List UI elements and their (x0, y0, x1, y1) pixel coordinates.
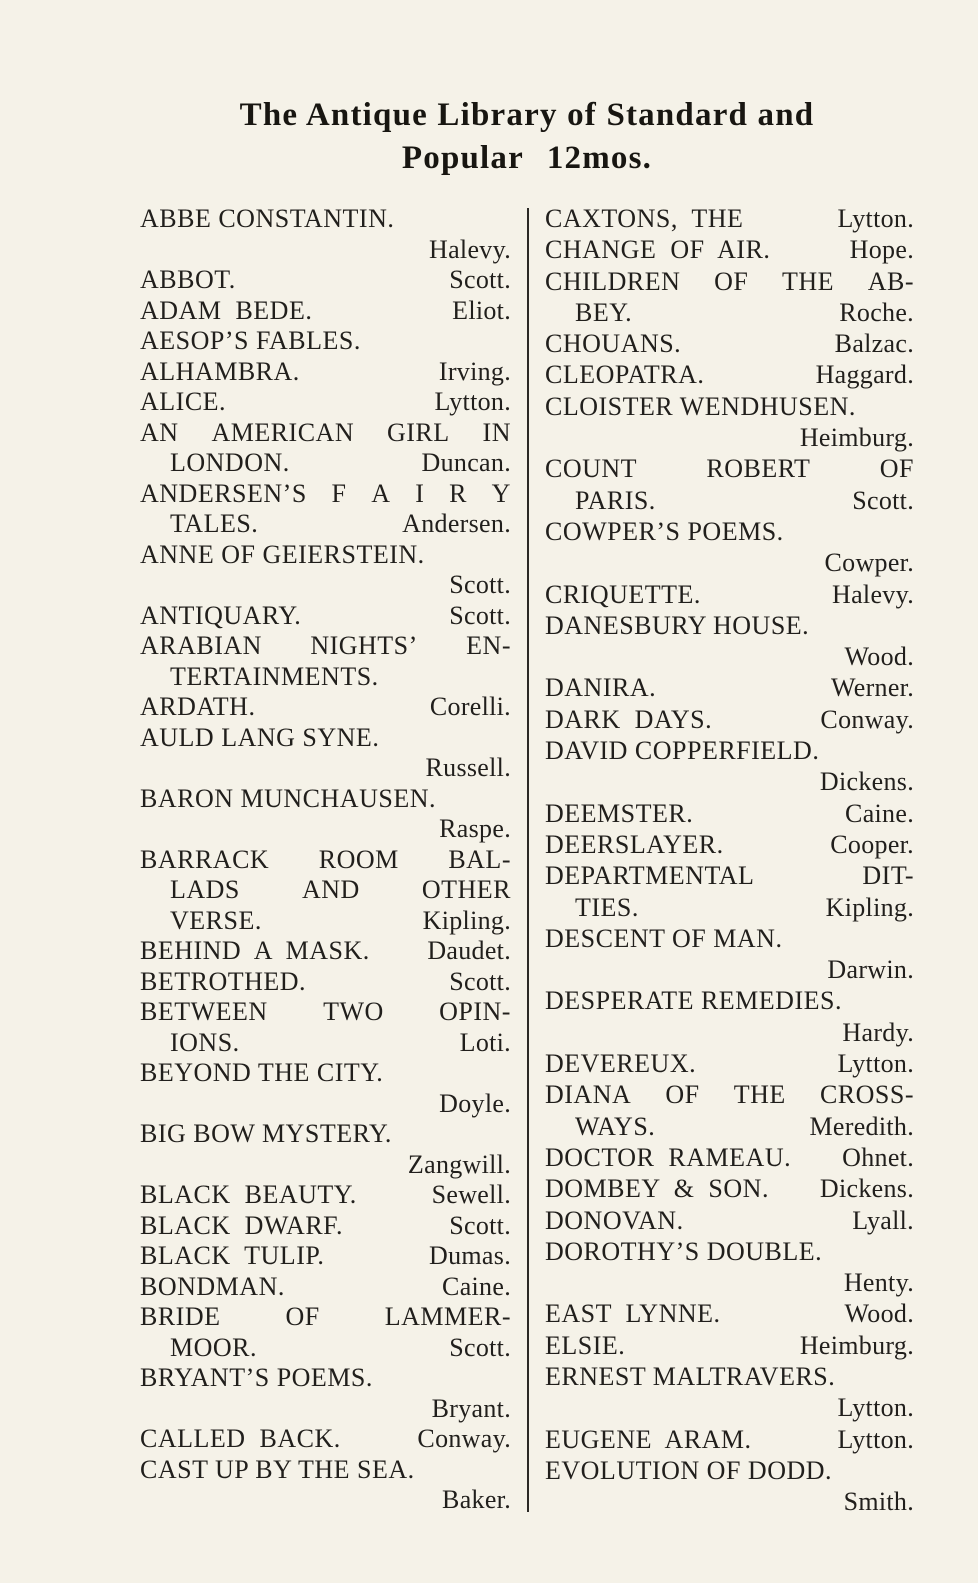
book-title-segment: DIANA (545, 1080, 632, 1110)
book-title-segment: IN (482, 417, 511, 447)
book-title-segment: Y (491, 478, 511, 508)
author-name: Darwin. (827, 955, 914, 985)
book-title-segment: F (331, 478, 347, 508)
book-title-segment: EN- (466, 631, 511, 660)
catalog-line (140, 540, 511, 571)
author-name: Loti. (459, 1027, 511, 1057)
catalog-line (545, 329, 914, 360)
catalog-line (140, 479, 511, 510)
catalog-line (140, 296, 511, 327)
book-title: CLEOPATRA. (545, 360, 705, 390)
book-title: EUGENE ARAM. (545, 1424, 752, 1454)
book-title: DEVEREUX. (545, 1049, 697, 1079)
book-title: BEYOND THE CITY. (140, 1058, 384, 1087)
book-title-segment: BETWEEN (140, 997, 268, 1026)
book-title-segment: NIGHTS’ (310, 631, 418, 660)
catalog-line (545, 204, 914, 235)
author-name: Lytton. (837, 1424, 914, 1454)
author-name: Haggard. (815, 360, 914, 390)
author-name: Zangwill. (407, 1149, 511, 1179)
book-title: PARIS. (575, 485, 656, 515)
author-name: Ohnet. (842, 1142, 914, 1172)
catalog-line (545, 705, 914, 736)
book-title: COWPER’S POEMS. (545, 516, 784, 546)
book-title-segment: LAMMER- (384, 1302, 511, 1331)
author-name: Wood. (844, 642, 914, 672)
catalog-line (140, 509, 511, 540)
book-title: LONDON. (170, 448, 290, 477)
author-name: Lytton. (434, 387, 511, 416)
book-title: BLACK BEAUTY. (140, 1180, 357, 1209)
book-title-segment: CROSS- (819, 1080, 914, 1110)
catalog-line (140, 1363, 511, 1394)
catalog-line (545, 548, 914, 579)
book-title: AULD LANG SYNE. (140, 722, 380, 752)
catalog-line (545, 1299, 914, 1330)
book-title: ANTIQUARY. (140, 600, 302, 630)
author-name: Halevy. (429, 234, 511, 264)
catalog-line (140, 326, 511, 357)
catalog-line (140, 1455, 511, 1486)
catalog-line (140, 1272, 511, 1303)
catalog-line (545, 1393, 914, 1424)
catalog-line (140, 1119, 511, 1150)
author-name: Doyle. (439, 1088, 511, 1118)
book-title: BEY. (575, 297, 633, 327)
catalog-line (545, 1362, 914, 1393)
catalog-line (545, 767, 914, 798)
book-title: ALICE. (140, 387, 227, 416)
book-title: BIG BOW MYSTERY. (140, 1119, 392, 1148)
book-title-segment: GIRL (386, 417, 450, 447)
catalog-line (140, 570, 511, 601)
book-title: MOOR. (170, 1332, 258, 1362)
book-title: ANNE OF GEIERSTEIN. (140, 539, 425, 569)
author-name: Werner. (830, 673, 914, 703)
catalog-line (545, 454, 914, 485)
author-name: Heimburg. (799, 423, 914, 453)
catalog-line (140, 1180, 511, 1211)
catalog-line (545, 893, 914, 924)
author-name: Scott. (852, 485, 914, 515)
author-name: Scott. (449, 265, 511, 294)
author-name: Conway. (820, 704, 914, 734)
author-name: Heimburg. (799, 1330, 914, 1360)
book-title: EAST LYNNE. (545, 1299, 721, 1329)
catalog-line (545, 1268, 914, 1299)
book-title: BONDMAN. (140, 1271, 285, 1301)
book-title-segment: AND (301, 875, 360, 904)
book-title: CRIQUETTE. (545, 579, 701, 609)
book-title-segment: ROOM (318, 844, 399, 874)
author-name: Lytton. (837, 1393, 914, 1423)
catalog-line (545, 642, 914, 673)
book-title: BLACK DWARF. (140, 1210, 344, 1240)
author-name: Scott. (449, 1332, 511, 1362)
catalog-line (545, 924, 914, 955)
book-title-segment: DIT- (862, 861, 914, 891)
catalog-line (140, 1485, 511, 1516)
book-title-segment: OF (285, 1302, 320, 1331)
author-name: Smith. (843, 1487, 914, 1517)
author-name: Andersen. (402, 509, 511, 538)
book-title: IONS. (170, 1027, 240, 1057)
author-name: Scott. (449, 966, 511, 996)
author-name: Dickens. (819, 1174, 914, 1204)
book-title-segment: DEPARTMENTAL (545, 861, 755, 891)
author-name: Hope. (849, 235, 914, 265)
book-title: DEEMSTER. (545, 798, 694, 828)
author-name: Conway. (417, 1424, 511, 1453)
author-name: Kipling. (422, 905, 511, 935)
catalog-line (545, 1018, 914, 1049)
book-title: DOCTOR RAMEAU. (545, 1142, 792, 1172)
catalog-line (545, 1080, 914, 1111)
author-name: Halevy. (832, 579, 914, 609)
book-title: DANESBURY HOUSE. (545, 610, 810, 640)
book-title: BETROTHED. (140, 966, 307, 996)
author-name: Raspe. (439, 814, 511, 843)
catalog-line (545, 799, 914, 830)
book-title: BARON MUNCHAUSEN. (140, 783, 436, 813)
book-title: BRYANT’S POEMS. (140, 1363, 373, 1392)
author-name: Cowper. (824, 548, 914, 578)
book-title-segment: LADS (170, 875, 240, 904)
catalog-line (140, 723, 511, 754)
catalog-line (545, 611, 914, 642)
book-title-segment: ROBERT (706, 454, 811, 484)
catalog-line (140, 387, 511, 418)
author-name: Duncan. (421, 448, 511, 477)
catalog-line (545, 1112, 914, 1143)
catalog-line (140, 936, 511, 967)
book-title: DEERSLAYER. (545, 829, 724, 859)
author-name: Roche. (839, 297, 914, 327)
book-title: CALLED BACK. (140, 1424, 341, 1453)
catalog-line (140, 204, 511, 235)
author-name: Dumas. (429, 1241, 511, 1270)
author-name: Lytton. (837, 1049, 914, 1079)
book-title-segment: A (371, 478, 391, 508)
book-title: BLACK TULIP. (140, 1241, 325, 1270)
author-name: Scott. (449, 600, 511, 630)
catalog-line (140, 1028, 511, 1059)
author-name: Dickens. (819, 767, 914, 797)
book-title: ERNEST MALTRAVERS. (545, 1361, 836, 1391)
book-title-segment: OF (879, 454, 914, 484)
catalog-line (545, 235, 914, 266)
book-title-segment: THE (782, 266, 835, 296)
catalog-line (545, 1143, 914, 1174)
catalog-line (140, 753, 511, 784)
book-title: CAST UP BY THE SEA. (140, 1454, 415, 1484)
book-title: CAXTONS, THE (545, 204, 744, 233)
book-title: ELSIE. (545, 1330, 626, 1360)
catalog-line (140, 1058, 511, 1089)
catalog-line (545, 580, 914, 611)
catalog-line (140, 418, 511, 449)
book-title: CLOISTER WENDHUSEN. (545, 391, 856, 421)
catalog-line (545, 736, 914, 767)
book-title: TALES. (170, 509, 259, 538)
page-title-line1: The Antique Library of Standard and (239, 97, 815, 133)
catalog-line (140, 875, 511, 906)
book-title: EVOLUTION OF DODD. (545, 1455, 833, 1485)
book-title-segment: OF (665, 1080, 700, 1110)
catalog-line (140, 1302, 511, 1333)
author-name: Kipling. (825, 892, 914, 922)
catalog-line (140, 692, 511, 723)
book-title: ALHAMBRA. (140, 356, 300, 386)
catalog-line (545, 830, 914, 861)
book-title: TERTAINMENTS. (170, 661, 379, 691)
catalog-line (140, 1394, 511, 1425)
book-title: DESCENT OF MAN. (545, 923, 783, 953)
book-title: ABBE CONSTANTIN. (140, 204, 395, 233)
catalog-line (545, 673, 914, 704)
author-name: Daudet. (427, 936, 511, 965)
catalog-line (545, 423, 914, 454)
catalog-line (545, 267, 914, 298)
book-title: DANIRA. (545, 673, 657, 703)
catalog-line (545, 360, 914, 391)
book-title-segment: OPIN- (439, 997, 511, 1026)
catalog-line (140, 1089, 511, 1120)
book-title-segment: ARABIAN (140, 631, 262, 660)
book-title-segment: ANDERSEN’S (140, 478, 307, 508)
author-name: Irving. (438, 356, 511, 386)
catalog-line (545, 1049, 914, 1080)
author-name: Scott. (449, 1210, 511, 1240)
catalog-line (545, 392, 914, 423)
author-name: Wood. (844, 1299, 914, 1329)
catalog-line (545, 1174, 914, 1205)
catalog-line (545, 1237, 914, 1268)
book-title: DAVID COPPERFIELD. (545, 736, 820, 766)
catalog-line (140, 784, 511, 815)
catalog-line (140, 1150, 511, 1181)
page-header (140, 94, 914, 180)
book-title: BEHIND A MASK. (140, 936, 370, 965)
book-title: ADAM BEDE. (140, 295, 313, 325)
book-title-segment: COUNT (545, 454, 638, 484)
catalog-line (140, 997, 511, 1028)
author-name: Eliot. (452, 295, 511, 325)
catalog-line (140, 1241, 511, 1272)
catalog-line (545, 486, 914, 517)
catalog-line (140, 1333, 511, 1364)
book-title-segment: AN (140, 417, 179, 447)
book-title: DESPERATE REMEDIES. (545, 986, 842, 1016)
author-name: Corelli. (429, 692, 511, 721)
catalog-line (140, 265, 511, 296)
author-name: Russell. (425, 753, 511, 782)
book-title: DONOVAN. (545, 1205, 684, 1235)
author-name: Balzac. (834, 329, 914, 359)
catalog-line (140, 906, 511, 937)
catalog-line (545, 1425, 914, 1456)
catalog-line (140, 1211, 511, 1242)
book-title: CHANGE OF AIR. (545, 235, 771, 265)
catalog-line (545, 986, 914, 1017)
catalog-line (140, 357, 511, 388)
page-title-line2: Popular 12mos. (401, 140, 653, 176)
author-name: Lyall. (852, 1205, 914, 1235)
book-title: AESOP’S FABLES. (140, 326, 361, 355)
catalog-column-right (545, 204, 914, 1518)
catalog-line (140, 662, 511, 693)
book-title: WAYS. (575, 1111, 656, 1141)
book-title-segment: TWO (323, 997, 384, 1026)
book-title-segment: BRIDE (140, 1302, 221, 1331)
catalog-line (140, 967, 511, 998)
catalog-line (545, 1487, 914, 1518)
author-name: Hardy. (842, 1017, 914, 1047)
author-name: Scott. (449, 570, 511, 599)
catalog-line (545, 1331, 914, 1362)
catalog-line (140, 1424, 511, 1455)
author-name: Lytton. (837, 204, 914, 233)
catalog-line (140, 235, 511, 266)
book-title-segment: THE (733, 1080, 786, 1110)
author-name: Baker. (442, 1485, 511, 1514)
catalog-columns (140, 204, 914, 1518)
book-title-segment: I (415, 478, 425, 508)
author-name: Bryant. (431, 1393, 511, 1423)
author-name: Caine. (442, 1271, 511, 1301)
catalog-line (545, 298, 914, 329)
catalog-line (140, 814, 511, 845)
book-title-segment: R (449, 478, 467, 508)
catalog-line (545, 955, 914, 986)
catalog-line (140, 845, 511, 876)
catalog-line (545, 1456, 914, 1487)
catalog-line (140, 631, 511, 662)
book-title-segment: BARRACK (140, 844, 270, 874)
book-title: DOMBEY & SON. (545, 1174, 769, 1204)
author-name: Sewell. (431, 1180, 511, 1209)
book-title: CHOUANS. (545, 329, 682, 359)
catalog-line (545, 861, 914, 892)
book-title-segment: CHILDREN (545, 266, 681, 296)
book-title-segment: OF (714, 266, 749, 296)
catalog-line (545, 517, 914, 548)
book-title: DARK DAYS. (545, 704, 713, 734)
author-name: Cooper. (830, 829, 914, 859)
author-name: Henty. (843, 1268, 914, 1298)
book-title: ARDATH. (140, 692, 256, 721)
catalog-column-left (140, 204, 511, 1518)
book-title-segment: AB- (867, 266, 914, 296)
catalog-line (140, 601, 511, 632)
book-title-segment: BAL- (448, 844, 511, 874)
book-title: DOROTHY’S DOUBLE. (545, 1236, 823, 1266)
catalog-line (140, 448, 511, 479)
book-title: VERSE. (170, 905, 262, 935)
book-title: ABBOT. (140, 265, 236, 294)
author-name: Meredith. (809, 1111, 914, 1141)
book-title-segment: AMERICAN (211, 417, 355, 447)
catalog-line (545, 1206, 914, 1237)
column-divider-rule (527, 208, 529, 1512)
book-title-segment: OTHER (421, 875, 511, 904)
author-name: Caine. (845, 798, 914, 828)
book-title: TIES. (575, 892, 639, 922)
